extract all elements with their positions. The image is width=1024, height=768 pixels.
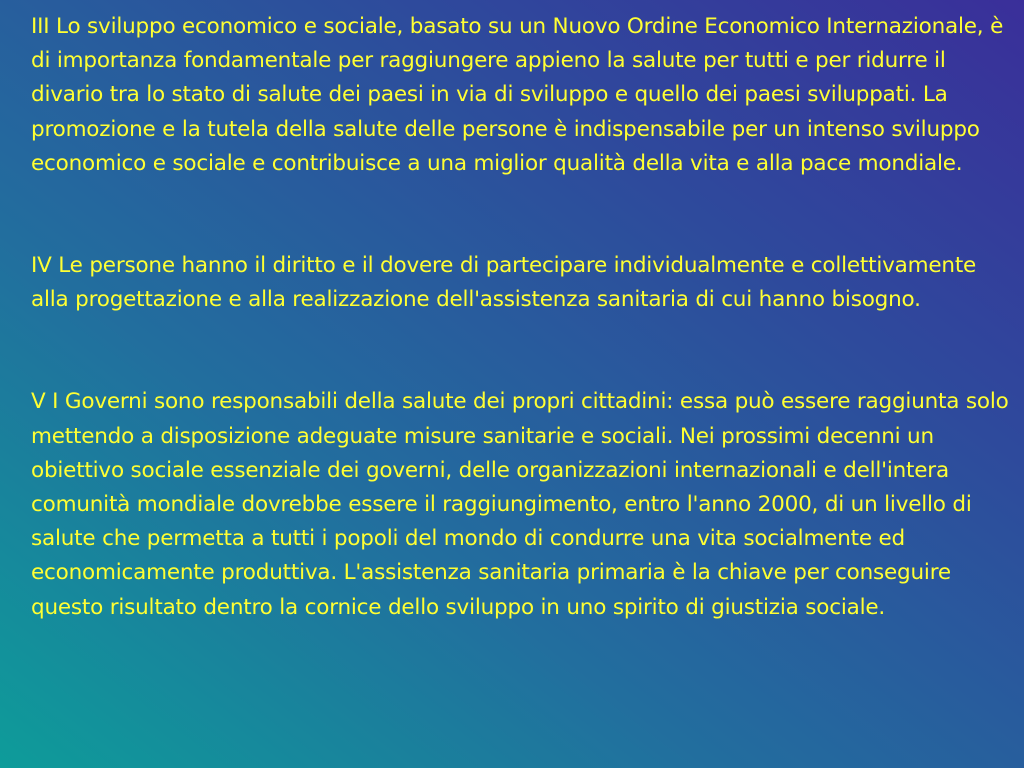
paragraph-iii: III Lo sviluppo economico e sociale, basato su un Nuovo Ordine Economico Internazionale, è di importanza fondamentale per raggiungere appieno la salute per tutti e per ridurre il divario tra lo stato di salute dei paesi in via di sviluppo e quello dei paesi sviluppati. La promozione e la tutela della salute delle persone è indispensabile per un intenso sviluppo economico e sociale e contribuisce a una miglior qualità della vita e alla pace mondiale. xyxy=(31,14,1004,176)
paragraph-v: V I Governi sono responsabili della salute dei propri cittadini: essa può essere raggiunta solo mettendo a disposizione adeguate misure sanitarie e sociali. Nei prossimi decenni un obiettivo sociale essenziale dei governi, delle organizzazioni internazionali e dell'intera comunità mondiale dovrebbe essere il raggiungimento, entro l'anno 2000, di un livello di salute che permetta a tutti i popoli del mondo di condurre una vita socialmente ed economicamente produttiva. L'assistenza sanitaria primaria è la chiave per conseguire questo risultato dentro la cornice dello sviluppo in uno spirito di giustizia sociale. xyxy=(31,389,1009,620)
paragraph-iv: IV Le persone hanno il diritto e il dovere di partecipare individualmente e collettivamente alla progettazione e alla realizzazione dell'assistenza sanitaria di cui hanno bisogno. xyxy=(31,253,977,313)
